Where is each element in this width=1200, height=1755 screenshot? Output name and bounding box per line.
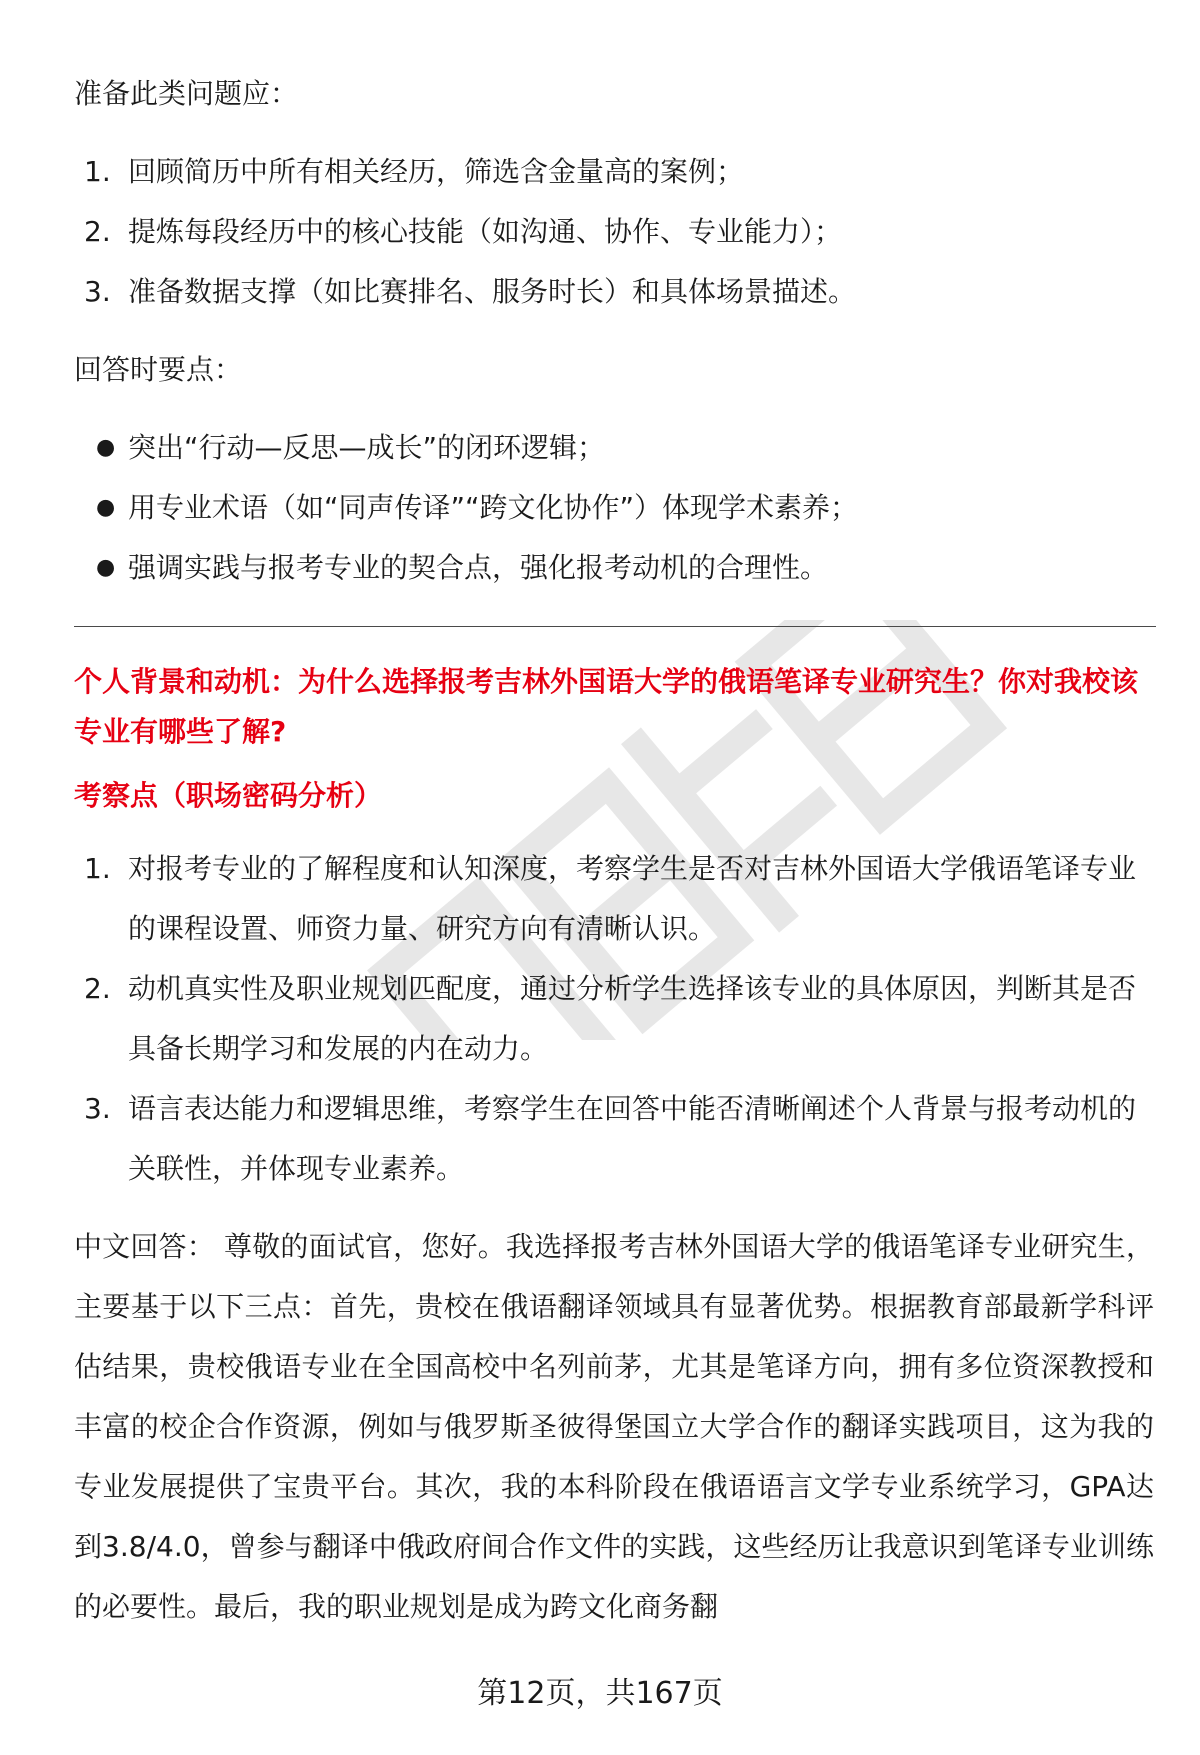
answer-point xyxy=(74,478,1154,538)
list-number: 1. xyxy=(84,155,111,188)
answer-point-text: 用专业术语（如“同声传译”“跨文化协作”）体现学术素养； xyxy=(128,491,859,524)
bullet-icon: ● xyxy=(96,555,116,580)
chinese-answer-paragraph: 中文回答： 尊敬的面试官，您好。我选择报考吉林外国语大学的俄语笔译专业研究生，主要基于以下三点：首先，贵校在俄语翻译领域具有显著优势。根据教育部最新学科评估结果，贵校俄语专业在全国高校中名列前茅，尤其是笔译方向，拥有多位资深教授和丰富的校企合作资源，例如与俄罗斯圣彼得堡国立大学合作的翻译实践项目，这为我的专业发展提供了宝贵平台。其次，我的本科阶段在俄语语言文学专业系统学习，GPA达到3.8/4.0，曾参与翻译中俄政府间合作文件的实践，这些经历让我意识到笔译专业训练的必要性。最后，我的职业规划是成为跨文化商务翻 xyxy=(74,1230,1154,1623)
prep-steps-list xyxy=(74,142,1154,322)
prep-step-text: 准备数据支撑（如比赛排名、服务时长）和具体场景描述。 xyxy=(128,275,857,308)
prep-step-text: 提炼每段经历中的核心技能（如沟通、协作、专业能力）； xyxy=(128,215,843,248)
page-footer: 第12页，共167页 xyxy=(0,1672,1200,1716)
analysis-point-text: 对报考专业的了解程度和认知深度，考察学生是否对吉林外国语大学俄语笔译专业的课程设置、师资力量、研究方向有清晰认识。 xyxy=(128,852,1137,945)
main-content xyxy=(74,64,1154,1637)
list-number: 2. xyxy=(84,215,111,248)
analysis-point-text: 语言表达能力和逻辑思维，考察学生在回答中能否清晰阐述个人背景与报考动机的关联性，并体现专业素养。 xyxy=(128,1092,1137,1185)
analysis-point xyxy=(74,959,1154,1079)
question-heading: 个人背景和动机：为什么选择报考吉林外国语大学的俄语笔译专业研究生？你对我校该专业有哪些了解? xyxy=(74,665,1139,748)
analysis-point-text: 动机真实性及职业规划匹配度，通过分析学生选择该专业的具体原因，判断其是否具备长期学习和发展的内在动力。 xyxy=(128,972,1137,1065)
list-number: 1. xyxy=(84,852,111,885)
list-number: 2. xyxy=(84,972,111,1005)
answer-point-text: 突出“行动—反思—成长”的闭环逻辑； xyxy=(128,431,606,464)
list-number: 3. xyxy=(84,1092,111,1125)
prep-intro-label: 准备此类问题应： xyxy=(74,77,299,110)
analysis-point xyxy=(74,1079,1154,1199)
section-divider xyxy=(74,626,1156,627)
answer-point xyxy=(74,418,1154,478)
answer-points-list xyxy=(74,418,1154,598)
analysis-heading: 考察点（职场密码分析） xyxy=(74,779,383,812)
answer-points-label: 回答时要点： xyxy=(74,353,243,386)
bullet-icon: ● xyxy=(96,435,116,460)
prep-step xyxy=(74,142,1154,202)
prep-step-text: 回顾简历中所有相关经历，筛选含金量高的案例； xyxy=(128,155,745,188)
bullet-icon: ● xyxy=(96,495,116,520)
answer-point xyxy=(74,538,1154,598)
prep-step xyxy=(74,262,1154,322)
answer-point-text: 强调实践与报考专业的契合点，强化报考动机的合理性。 xyxy=(128,551,829,584)
analysis-points-list xyxy=(74,839,1154,1199)
list-number: 3. xyxy=(84,275,111,308)
prep-step xyxy=(74,202,1154,262)
analysis-point xyxy=(74,839,1154,959)
